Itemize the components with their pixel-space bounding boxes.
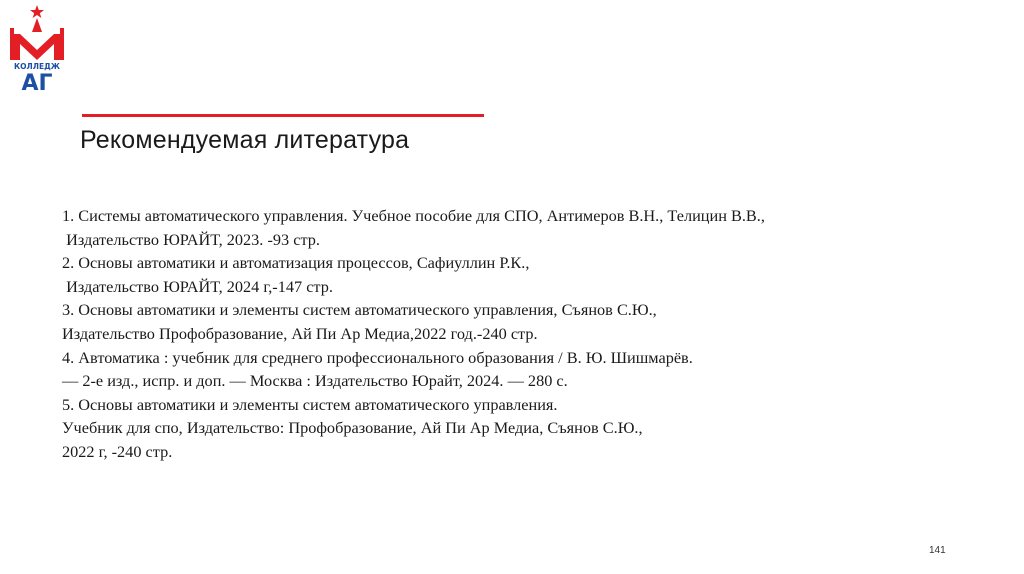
list-line: 2022 г, -240 стр.: [62, 441, 173, 461]
page-number: 141: [929, 545, 946, 556]
literature-list: [62, 204, 962, 464]
list-line: Издательство ЮРАЙТ, 2024 г,-147 стр.: [62, 276, 333, 296]
list-line: 4. Автоматика : учебник для среднего профессионального образования / В. Ю. Шишмарёв.: [62, 347, 693, 367]
list-line: Издательство ЮРАЙТ, 2023. -93 стр.: [62, 229, 320, 249]
college-logo: [4, 4, 70, 92]
logo-text-bottom: АГ: [21, 71, 53, 92]
title-accent-rule: [82, 114, 484, 117]
list-line: Издательство Профобразование, Ай Пи Ар Медиа,2022 год.-240 стр.: [62, 323, 538, 343]
kremlin-tower-icon: [4, 4, 70, 92]
list-line: 5. Основы автоматики и элементы систем автоматического управления.: [62, 394, 558, 414]
page-title: Рекомендуемая литература: [80, 126, 410, 154]
list-line: — 2-е изд., испр. и доп. — Москва : Издательство Юрайт, 2024. — 280 с.: [62, 371, 568, 391]
list-line: Учебник для спо, Издательство: Профобразование, Ай Пи Ар Медиа, Съянов С.Ю.,: [62, 418, 643, 438]
list-line: 3. Основы автоматики и элементы систем автоматического управления, Съянов С.Ю.,: [62, 300, 657, 320]
list-line: 1. Системы автоматического управления. Учебное пособие для СПО, Антимеров В.Н., Телицин В.В.,: [62, 206, 765, 225]
logo-text-top: КОЛЛЕДЖ: [14, 62, 60, 71]
list-line: 2. Основы автоматики и автоматизация процессов, Сафиуллин Р.К.,: [62, 253, 530, 273]
